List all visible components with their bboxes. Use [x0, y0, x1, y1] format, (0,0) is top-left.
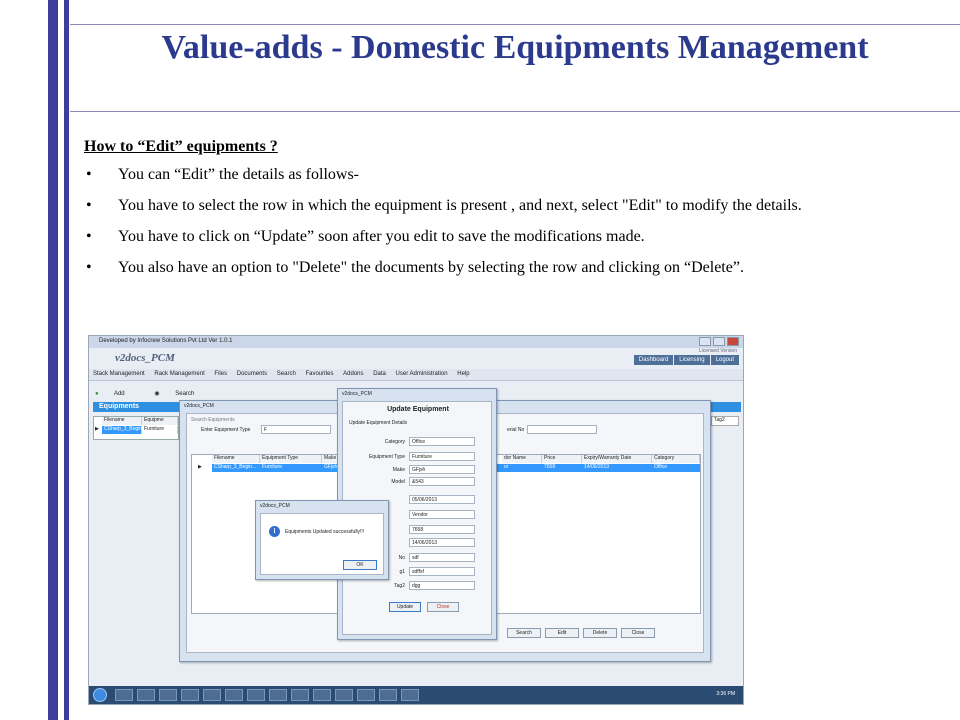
grid-cell: GFjsh	[324, 464, 338, 470]
update-button[interactable]: Update	[389, 602, 421, 612]
grid-header: Filename	[212, 455, 260, 463]
menu-item[interactable]: Files	[214, 371, 228, 377]
nav-licensing[interactable]: Licensing	[674, 355, 709, 365]
grid-cell: 7658	[544, 464, 556, 470]
field-label: No	[398, 555, 405, 561]
menu-item[interactable]: Rack Management	[154, 371, 205, 377]
grid-cell[interactable]: Furniture	[142, 426, 178, 434]
warranty-date-field[interactable]: 14/06/2013	[409, 538, 475, 547]
taskbar-clock: 3:36 PM	[716, 691, 735, 697]
field-label: Tag2	[394, 583, 405, 589]
enter-type-label: Enter Equipment Type	[201, 427, 251, 433]
tag1-field[interactable]: sdffsf	[409, 567, 475, 576]
serial-input[interactable]	[527, 425, 597, 434]
taskbar-app-icon[interactable]	[269, 689, 287, 701]
close-button[interactable]: Close	[427, 602, 459, 612]
message-box	[255, 500, 389, 580]
delete-button[interactable]: Delete	[583, 628, 617, 638]
row-pointer-icon: ▶	[95, 426, 99, 432]
menu-item[interactable]: Data	[373, 371, 386, 377]
nav-logout[interactable]: Logout	[711, 355, 739, 365]
maximize-icon[interactable]	[713, 337, 725, 346]
equipment-type-field[interactable]: Furniture	[409, 452, 475, 461]
tag2-header: Tag2	[711, 416, 739, 426]
taskbar-app-icon[interactable]	[401, 689, 419, 701]
add-label: Add	[113, 391, 125, 397]
window-title: v2docs_PCM	[342, 391, 372, 397]
bullet-item: • You can “Edit” the details as follows-	[84, 164, 944, 186]
equipment-type-input[interactable]: F	[261, 425, 331, 434]
field-label: Make	[392, 467, 405, 473]
taskbar-app-icon[interactable]	[357, 689, 375, 701]
grid-cell: CSharp_3_Begin...	[214, 464, 257, 470]
menu-item[interactable]: Favourites	[305, 371, 334, 377]
message-text: Equipments Updated successfully!!!	[285, 529, 365, 535]
menu-item[interactable]: Help	[457, 371, 470, 377]
field-label: Model	[391, 479, 405, 485]
category-select[interactable]: Office	[409, 437, 475, 446]
grid-header: Equipment Type	[260, 455, 322, 463]
purchase-date-field[interactable]: 05/06/2013	[409, 495, 475, 504]
binoculars-icon: ◉	[154, 391, 160, 397]
taskbar-app-icon[interactable]	[115, 689, 133, 701]
info-icon: i	[269, 526, 280, 537]
nav-dashboard[interactable]: Dashboard	[634, 355, 673, 365]
grid-cell: Furniture	[262, 464, 283, 470]
app-brand: v2docs_PCM	[115, 352, 175, 364]
app-window-title: Developed by Infocrew Solutions Pvt Ltd Ver 1.0.1	[99, 338, 233, 344]
slide-body	[84, 136, 944, 288]
close-icon[interactable]	[727, 337, 739, 346]
taskbar	[89, 686, 743, 704]
grid-header: Filename	[102, 417, 142, 425]
slide-title	[70, 28, 960, 68]
left-accent-bar-thin	[64, 0, 69, 720]
field-label: Equipment Type	[368, 454, 405, 460]
title-plain: Value-adds -	[161, 29, 352, 66]
license-label: Licensed Version	[698, 348, 737, 354]
minimize-icon[interactable]	[699, 337, 711, 346]
grid-cell: or	[504, 464, 509, 470]
menu-bar	[89, 369, 743, 381]
menu-item[interactable]: Addons	[343, 371, 364, 377]
app-titlebar	[89, 336, 743, 348]
window-title: v2docs_PCM	[184, 403, 214, 409]
search-label: Search	[175, 391, 195, 397]
tag2-field[interactable]: dgg	[409, 581, 475, 590]
menu-item[interactable]: User Administration	[395, 371, 448, 377]
grid-cell[interactable]: CSharp_3_Begin	[104, 426, 143, 432]
message-panel	[260, 513, 384, 575]
update-heading: Update Equipment	[387, 406, 449, 413]
serial-label: erial No	[507, 427, 525, 433]
bullet-item: • You also have an option to "Delete" the documents by selecting the row and clicking on “Delete”.	[84, 257, 944, 279]
section-heading: How to “Edit” equipments ?	[84, 138, 278, 155]
taskbar-app-icon[interactable]	[335, 689, 353, 701]
field-label: g1	[399, 569, 405, 575]
app-screenshot	[88, 335, 744, 705]
grid-cell: Office	[654, 464, 667, 470]
menu-item[interactable]: Documents	[236, 371, 268, 377]
start-icon[interactable]	[93, 688, 107, 702]
toolbar	[95, 390, 222, 397]
field-label: Category	[384, 439, 405, 445]
plus-icon: ●	[95, 391, 99, 397]
taskbar-app-icon[interactable]	[137, 689, 155, 701]
bullet-item: • You have to click on “Update” soon after you edit to save the modifications made.	[84, 226, 944, 248]
grid-header: dor Name	[502, 455, 542, 463]
add-button[interactable]	[95, 391, 139, 397]
grid-header: Make	[322, 455, 346, 463]
taskbar-app-icon[interactable]	[203, 689, 221, 701]
edit-button[interactable]: Edit	[545, 628, 579, 638]
taskbar-app-icon[interactable]	[379, 689, 397, 701]
title-bold: Domestic Equipments Management	[351, 29, 869, 66]
grid-header: Expiry/Warranty Date	[582, 455, 652, 463]
grid-header: Price	[542, 455, 582, 463]
taskbar-app-icon[interactable]	[225, 689, 243, 701]
top-nav	[634, 355, 739, 365]
model-field[interactable]: &543	[409, 477, 475, 486]
grid-header: Equipme	[142, 417, 178, 425]
bullet-list	[84, 164, 944, 279]
close-button[interactable]: Close	[621, 628, 655, 638]
serial-field[interactable]: sdf	[409, 553, 475, 562]
group-label: Search Equipments	[191, 417, 235, 423]
bullet-item: • You have to select the row in which the equipment is present , and next, select "Edit" to modify the details.	[84, 195, 944, 217]
grid-cell: 14/06/2013	[584, 464, 610, 470]
taskbar-app-icon[interactable]	[247, 689, 265, 701]
taskbar-app-icon[interactable]	[291, 689, 309, 701]
left-accent-bar-thick	[48, 0, 58, 720]
taskbar-app-icon[interactable]	[159, 689, 177, 701]
equipment-grid	[93, 416, 179, 440]
grid-header: Category	[652, 455, 700, 463]
taskbar-app-icon[interactable]	[313, 689, 331, 701]
menu-item[interactable]: Stack Management	[93, 371, 145, 377]
menu-item[interactable]: Search	[276, 371, 296, 377]
search-button[interactable]: Search	[507, 628, 541, 638]
row-pointer-icon: ▶	[198, 464, 202, 470]
ok-button[interactable]: OK	[343, 560, 377, 570]
price-field[interactable]: 7658	[409, 525, 475, 534]
group-label: Update Equipment Details	[349, 420, 408, 426]
vendor-field[interactable]: Vendor	[409, 510, 475, 519]
taskbar-app-icon[interactable]	[181, 689, 199, 701]
search-button[interactable]	[154, 391, 208, 397]
window-title: v2docs_PCM	[260, 503, 290, 509]
section-bar: Equipments	[93, 402, 741, 412]
make-field[interactable]: GFjsh	[409, 465, 475, 474]
